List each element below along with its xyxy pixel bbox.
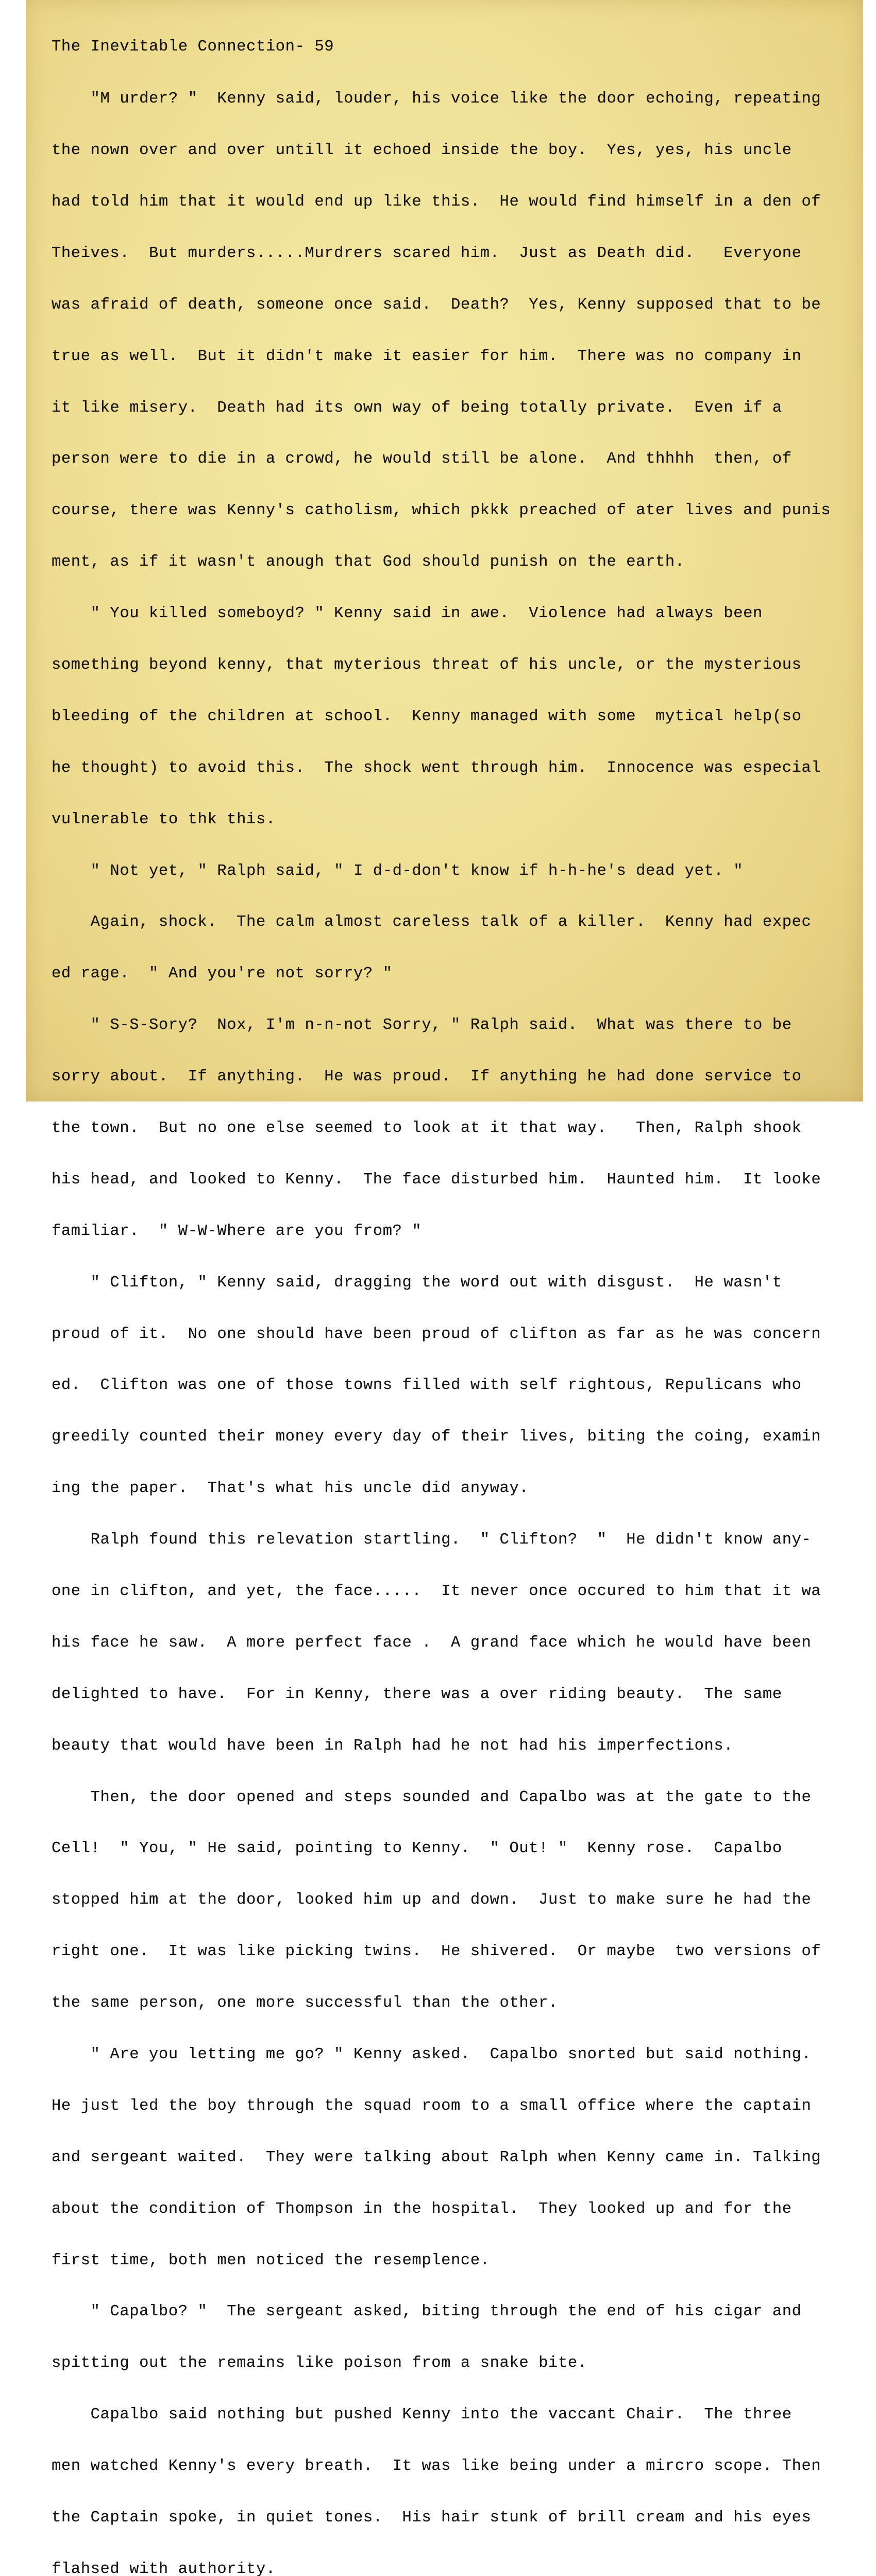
text-line: sorry about. If anything. He was proud. If anything he had done service to	[52, 1068, 802, 1086]
text-line: vulnerable to thk this.	[52, 810, 276, 828]
text-line: first time, both men noticed the resemplence.	[52, 2251, 490, 2269]
text-line: " Capalbo? " The sergeant asked, biting through the end of his cigar and	[52, 2303, 802, 2321]
text-line: his face he saw. A more perfect face . A grand face which he would have been	[52, 1634, 812, 1652]
text-line: person were to die in a crowd, he would still be alone. And thhhh then, of	[52, 450, 792, 468]
text-line: the town. But no one else seemed to look at it that way. Then, Ralph shook	[52, 1120, 802, 1137]
text-line: Again, shock. The calm almost careless talk of a killer. Kenny had expec	[52, 913, 812, 931]
text-line: ed rage. " And you're not sorry? "	[52, 965, 393, 983]
text-line: beauty that would have been in Ralph had he not had his imperfections.	[52, 1737, 734, 1755]
text-line: about the condition of Thompson in the hospital. They looked up and for the	[52, 2200, 792, 2218]
text-line: course, there was Kenny's catholism, which pkkk preached of ater lives and punis	[52, 502, 831, 520]
page-text	[52, 4, 863, 2576]
text-line: his head, and looked to Kenny. The face disturbed him. Haunted him. It looke	[52, 1171, 821, 1189]
text-line: Ralph found this relevation startling. " Clifton? " He didn't know any-	[52, 1531, 812, 1549]
text-line: flahsed with authority.	[52, 2560, 276, 2576]
text-line: delighted to have. For in Kenny, there was a over riding beauty. The same	[52, 1685, 782, 1703]
text-line: ed. Clifton was one of those towns filled with self rightous, Repulicans who	[52, 1377, 802, 1395]
text-line: Then, the door opened and steps sounded and Capalbo was at the gate to the	[52, 1788, 812, 1806]
text-line: bleeding of the children at school. Kenny managed with some mytical help(so	[52, 707, 802, 725]
text-line: " You killed someboyd? " Kenny said in awe. Violence had always been	[52, 605, 763, 623]
text-line: spitting out the remains like poison from a snake bite.	[52, 2354, 587, 2372]
text-line: stopped him at the door, looked him up and down. Just to make sure he had the	[52, 1891, 812, 1909]
text-line: He just led the boy through the squad room to a small office where the captain	[52, 2097, 812, 2115]
text-line: " Are you letting me go? " Kenny asked. Capalbo snorted but said nothing.	[52, 2046, 812, 2064]
text-line: "M urder? " Kenny said, louder, his voice like the door echoing, repeating	[52, 90, 821, 108]
text-line: ment, as if it wasn't anough that God should punish on the earth.	[52, 553, 685, 571]
text-line: true as well. But it didn't make it easier for him. There was no company in	[52, 347, 802, 365]
text-line: ing the paper. That's what his uncle did anyway.	[52, 1480, 529, 1498]
typewritten-page	[26, 0, 863, 2576]
text-line: " S-S-Sory? Nox, I'm n-n-not Sorry, " Ralph said. What was there to be	[52, 1016, 792, 1035]
text-line: men watched Kenny's every breath. It was like being under a mircro scope. Then	[52, 2458, 821, 2476]
text-line: proud of it. No one should have been proud of clifton as far as he was concern	[52, 1325, 821, 1343]
text-line: it like misery. Death had its own way of being totally private. Even if a	[52, 399, 782, 417]
text-line: was afraid of death, someone once said. Death? Yes, Kenny supposed that to be	[52, 296, 821, 314]
text-line: " Clifton, " Kenny said, dragging the word out with disgust. He wasn't	[52, 1274, 782, 1292]
text-line: " Not yet, " Ralph said, " I d-d-don't know if h-h-he's dead yet. "	[52, 862, 744, 880]
text-line: right one. It was like picking twins. He shivered. Or maybe two versions of	[52, 1943, 821, 1961]
text-line: he thought) to avoid this. The shock went through him. Innocence was especial	[52, 759, 821, 777]
text-line: familiar. " W-W-Where are you from? "	[52, 1222, 422, 1240]
text-line: something beyond kenny, that myterious threat of his uncle, or the mysterious	[52, 656, 802, 674]
text-line: and sergeant waited. They were talking about Ralph when Kenny came in. Talking	[52, 2148, 821, 2166]
text-line: the same person, one more successful than the other.	[52, 1994, 558, 2012]
text-line: Theives. But murders.....Murdrers scared him. Just as Death did. Everyone	[52, 244, 802, 262]
text-line: had told him that it would end up like this. He would find himself in a den of	[52, 193, 821, 211]
text-line: one in clifton, and yet, the face..... It never once occured to him that it wa	[52, 1583, 821, 1601]
text-line: Cell! " You, " He said, pointing to Kenny. " Out! " Kenny rose. Capalbo	[52, 1840, 782, 1858]
text-line: Capalbo said nothing but pushed Kenny into the vaccant Chair. The three	[52, 2406, 792, 2424]
text-line: the Captain spoke, in quiet tones. His hair stunk of brill cream and his eyes	[52, 2509, 812, 2527]
page-header: The Inevitable Connection- 59	[52, 38, 334, 56]
text-line: the nown over and over untill it echoed inside the boy. Yes, yes, his uncle	[52, 142, 792, 160]
text-line: greedily counted their money every day of their lives, biting the coing, examin	[52, 1428, 821, 1446]
